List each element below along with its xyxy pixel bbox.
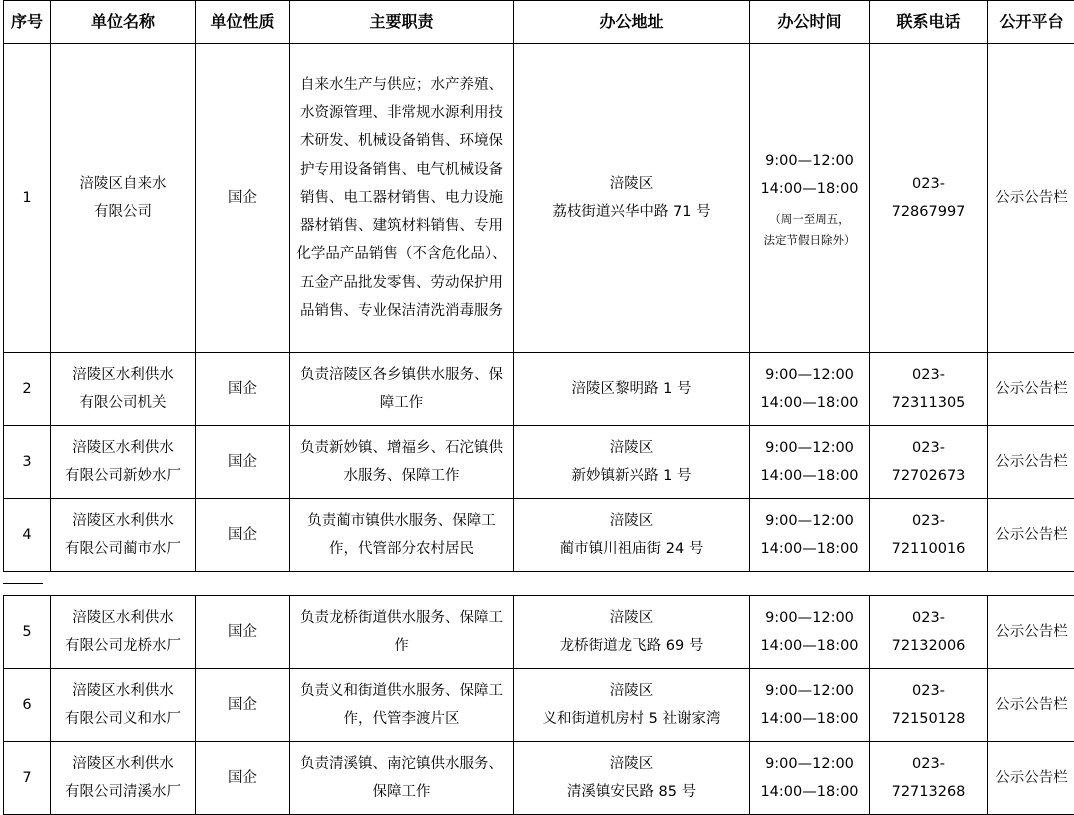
unit-name-line: 涪陵区水利供水 bbox=[72, 440, 174, 456]
cell-office-hours bbox=[750, 353, 870, 426]
cell-office-hours bbox=[750, 669, 870, 742]
unit-name-line: 有限公司清溪水厂 bbox=[65, 784, 181, 800]
hours-afternoon: 14:00—18:00 bbox=[756, 175, 863, 203]
cell-seq: 2 bbox=[4, 353, 51, 426]
hours-note-line: 法定节假日除外） bbox=[756, 231, 863, 249]
hours-morning: 9:00—12:00 bbox=[756, 434, 863, 462]
cell-phone: 023-72311305 bbox=[870, 353, 988, 426]
address-line: 清溪镇安民路 85 号 bbox=[567, 784, 696, 800]
cell-main-duty: 负责龙桥街道供水服务、保障工作 bbox=[290, 596, 514, 669]
table-row bbox=[4, 353, 1074, 426]
hours-afternoon: 14:00—18:00 bbox=[756, 389, 863, 417]
cell-office-address bbox=[514, 353, 750, 426]
hours-morning: 9:00—12:00 bbox=[756, 147, 863, 175]
cell-main-duty: 负责清溪镇、南沱镇供水服务、保障工作 bbox=[290, 742, 514, 815]
cell-office-address bbox=[514, 44, 750, 353]
water-supply-units-table-part2 bbox=[3, 595, 1074, 815]
page-break-gap bbox=[0, 583, 1074, 595]
address-line: 涪陵区黎明路 1 号 bbox=[572, 381, 692, 397]
unit-name-line: 涪陵区自来水 bbox=[80, 176, 167, 192]
cell-unit-name bbox=[51, 426, 196, 499]
cell-unit-type: 国企 bbox=[196, 742, 290, 815]
cell-unit-type: 国企 bbox=[196, 44, 290, 353]
unit-name-line: 有限公司 bbox=[94, 204, 152, 220]
cell-office-address bbox=[514, 426, 750, 499]
column-header-unit-name: 单位名称 bbox=[51, 1, 196, 44]
hours-morning: 9:00—12:00 bbox=[756, 507, 863, 535]
table-header-row bbox=[4, 1, 1074, 44]
cell-main-duty: 负责义和街道供水服务、保障工作，代管李渡片区 bbox=[290, 669, 514, 742]
hours-afternoon: 14:00—18:00 bbox=[756, 535, 863, 563]
cell-office-hours bbox=[750, 44, 870, 353]
cell-office-address bbox=[514, 742, 750, 815]
cell-seq: 4 bbox=[4, 499, 51, 572]
unit-name-line: 有限公司蔺市水厂 bbox=[65, 541, 181, 557]
column-header-unit-type: 单位性质 bbox=[196, 1, 290, 44]
cell-unit-type: 国企 bbox=[196, 499, 290, 572]
column-header-phone: 联系电话 bbox=[870, 1, 988, 44]
cell-unit-type: 国企 bbox=[196, 353, 290, 426]
cell-platform: 公示公告栏 bbox=[988, 44, 1074, 353]
address-line: 荔枝街道兴华中路 71 号 bbox=[552, 204, 710, 220]
cell-unit-type: 国企 bbox=[196, 596, 290, 669]
hours-morning: 9:00—12:00 bbox=[756, 750, 863, 778]
unit-name-line: 有限公司义和水厂 bbox=[65, 711, 181, 727]
address-line: 涪陵区 bbox=[610, 756, 654, 772]
table-row bbox=[4, 669, 1074, 742]
table-row bbox=[4, 44, 1074, 353]
unit-name-line: 涪陵区水利供水 bbox=[72, 756, 174, 772]
hours-morning: 9:00—12:00 bbox=[756, 677, 863, 705]
cell-unit-name bbox=[51, 44, 196, 353]
address-line: 涪陵区 bbox=[610, 513, 654, 529]
cell-office-hours bbox=[750, 499, 870, 572]
cell-office-address bbox=[514, 596, 750, 669]
column-header-office-address: 办公地址 bbox=[514, 1, 750, 44]
cell-platform: 公示公告栏 bbox=[988, 742, 1074, 815]
cell-seq: 7 bbox=[4, 742, 51, 815]
table-row bbox=[4, 596, 1074, 669]
cell-platform: 公示公告栏 bbox=[988, 596, 1074, 669]
column-header-main-duty: 主要职责 bbox=[290, 1, 514, 44]
water-supply-units-table-part1 bbox=[3, 0, 1074, 572]
cell-phone: 023-72713268 bbox=[870, 742, 988, 815]
column-header-platform: 公开平台 bbox=[988, 1, 1074, 44]
cell-phone: 023-72867997 bbox=[870, 44, 988, 353]
address-line: 涪陵区 bbox=[610, 683, 654, 699]
cell-unit-name bbox=[51, 596, 196, 669]
cell-seq: 3 bbox=[4, 426, 51, 499]
cell-seq: 1 bbox=[4, 44, 51, 353]
address-line: 蔺市镇川祖庙街 24 号 bbox=[560, 541, 704, 557]
table-row bbox=[4, 499, 1074, 572]
cell-main-duty: 负责涪陵区各乡镇供水服务、保障工作 bbox=[290, 353, 514, 426]
cell-office-address bbox=[514, 669, 750, 742]
cell-phone: 023-72702673 bbox=[870, 426, 988, 499]
cell-phone: 023-72110016 bbox=[870, 499, 988, 572]
hours-afternoon: 14:00—18:00 bbox=[756, 632, 863, 660]
unit-name-line: 涪陵区水利供水 bbox=[72, 683, 174, 699]
page-edge-mark bbox=[3, 583, 43, 584]
cell-office-hours bbox=[750, 742, 870, 815]
unit-name-line: 有限公司新妙水厂 bbox=[65, 468, 181, 484]
cell-office-address bbox=[514, 499, 750, 572]
cell-seq: 5 bbox=[4, 596, 51, 669]
cell-office-hours bbox=[750, 426, 870, 499]
address-line: 涪陵区 bbox=[610, 440, 654, 456]
hours-morning: 9:00—12:00 bbox=[756, 604, 863, 632]
cell-phone: 023-72132006 bbox=[870, 596, 988, 669]
column-header-seq: 序号 bbox=[4, 1, 51, 44]
cell-main-duty: 负责蔺市镇供水服务、保障工作，代管部分农村居民 bbox=[290, 499, 514, 572]
address-line: 涪陵区 bbox=[610, 176, 654, 192]
cell-unit-type: 国企 bbox=[196, 669, 290, 742]
cell-seq: 6 bbox=[4, 669, 51, 742]
cell-unit-name bbox=[51, 499, 196, 572]
cell-unit-name bbox=[51, 669, 196, 742]
address-line: 新妙镇新兴路 1 号 bbox=[572, 468, 692, 484]
hours-afternoon: 14:00—18:00 bbox=[756, 778, 863, 806]
cell-unit-type: 国企 bbox=[196, 426, 290, 499]
cell-unit-name bbox=[51, 353, 196, 426]
cell-unit-name bbox=[51, 742, 196, 815]
unit-name-line: 涪陵区水利供水 bbox=[72, 610, 174, 626]
cell-phone: 023-72150128 bbox=[870, 669, 988, 742]
cell-main-duty: 自来水生产与供应；水产养殖、水资源管理、非常规水源利用技术研发、机械设备销售、环境保护专用设备销售、电气机械设备销售、电工器材销售、电力设施器材销售、建筑材料销售、专用化学品产品销售（不含危化品）、五金产品批发零售、劳动保护用品销售、专业保洁清洗消毒服务 bbox=[290, 44, 514, 353]
cell-platform: 公示公告栏 bbox=[988, 669, 1074, 742]
column-header-office-hours: 办公时间 bbox=[750, 1, 870, 44]
cell-main-duty: 负责新妙镇、增福乡、石沱镇供水服务、保障工作 bbox=[290, 426, 514, 499]
table-row bbox=[4, 426, 1074, 499]
unit-name-line: 涪陵区水利供水 bbox=[72, 367, 174, 383]
unit-name-line: 涪陵区水利供水 bbox=[72, 513, 174, 529]
unit-name-line: 有限公司机关 bbox=[80, 395, 167, 411]
table-row bbox=[4, 742, 1074, 815]
hours-afternoon: 14:00—18:00 bbox=[756, 462, 863, 490]
cell-office-hours bbox=[750, 596, 870, 669]
hours-morning: 9:00—12:00 bbox=[756, 361, 863, 389]
hours-note-line: （周一至周五， bbox=[756, 209, 863, 230]
cell-platform: 公示公告栏 bbox=[988, 353, 1074, 426]
unit-name-line: 有限公司龙桥水厂 bbox=[65, 638, 181, 654]
cell-platform: 公示公告栏 bbox=[988, 426, 1074, 499]
address-line: 涪陵区 bbox=[610, 610, 654, 626]
address-line: 龙桥街道龙飞路 69 号 bbox=[560, 638, 704, 654]
hours-afternoon: 14:00—18:00 bbox=[756, 705, 863, 733]
cell-platform: 公示公告栏 bbox=[988, 499, 1074, 572]
address-line: 义和街道机房村 5 社谢家湾 bbox=[543, 711, 721, 727]
